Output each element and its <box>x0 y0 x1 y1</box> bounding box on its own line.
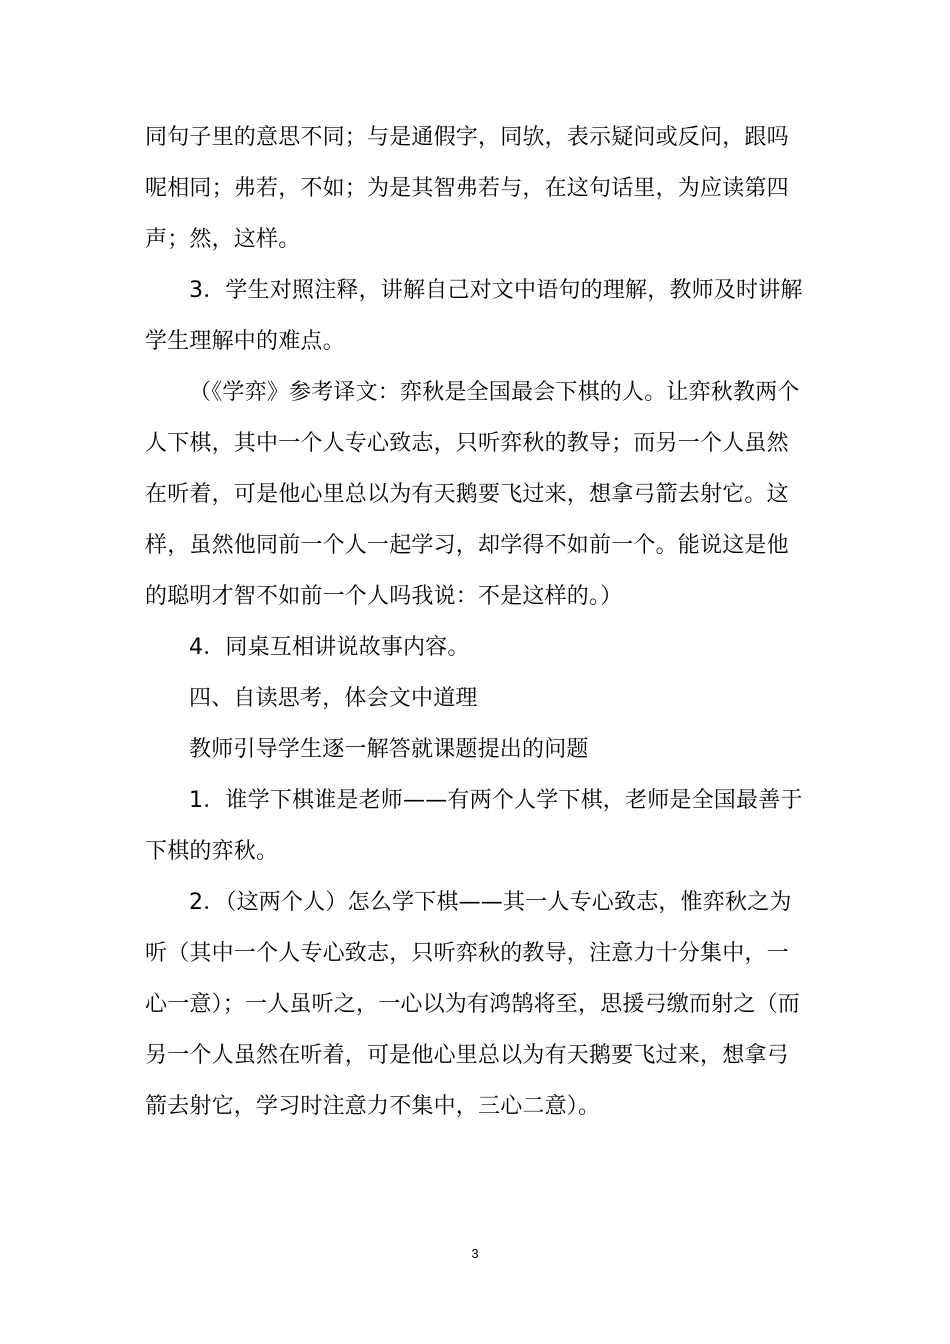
document-body <box>145 112 810 1132</box>
paragraph-step-3: 3．学生对照注释，讲解自己对文中语句的理解，教师及时讲解学生理解中的难点。 <box>145 278 803 354</box>
paragraph-answer-2: 2．（这两个人）怎么学下棋——其一人专心致志，惟弈秋之为听（其中一个人专心致志，只听弈秋的教导，注意力十分集中，一心一意）；一人虽听之，一心以为有鸿鹄将至，思援弓缴而射之（而另一个人虽然在听着，可是他心里总以为有天鹅要飞过来，想拿弓箭去射它，学习时注意力不集中，三心二意）。 <box>145 890 801 1119</box>
paragraph-reference-translation: （《学弈》参考译文：弈秋是全国最会下棋的人。让弈秋教两个人下棋，其中一个人专心致志，只听弈秋的教导；而另一个人虽然在听着，可是他心里总以为有天鹅要飞过来，想拿弓箭去射它。这样，虽然他同前一个人一起学习，却学得不如前一个。能说这是他的聪明才智不如前一个人吗我说：不是这样的。） <box>145 380 800 609</box>
paragraph-answer-1: 1．谁学下棋谁是老师——有两个人学下棋，老师是全国最善于下棋的弈秋。 <box>145 788 803 864</box>
paragraph-step-4: 4．同桌互相讲说故事内容。 <box>189 635 470 660</box>
paragraph-continuation: 同句子里的意思不同；与是通假字，同欤，表示疑问或反问，跟吗呢相同；弗若，不如；为是其智弗若与，在这句话里，为应读第四声；然，这样。 <box>145 125 789 252</box>
paragraph-teacher-guide: 教师引导学生逐一解答就课题提出的问题 <box>189 737 589 762</box>
page-number: 3 <box>471 1246 479 1261</box>
section-heading-4: 四、自读思考，体会文中道理 <box>189 686 478 711</box>
